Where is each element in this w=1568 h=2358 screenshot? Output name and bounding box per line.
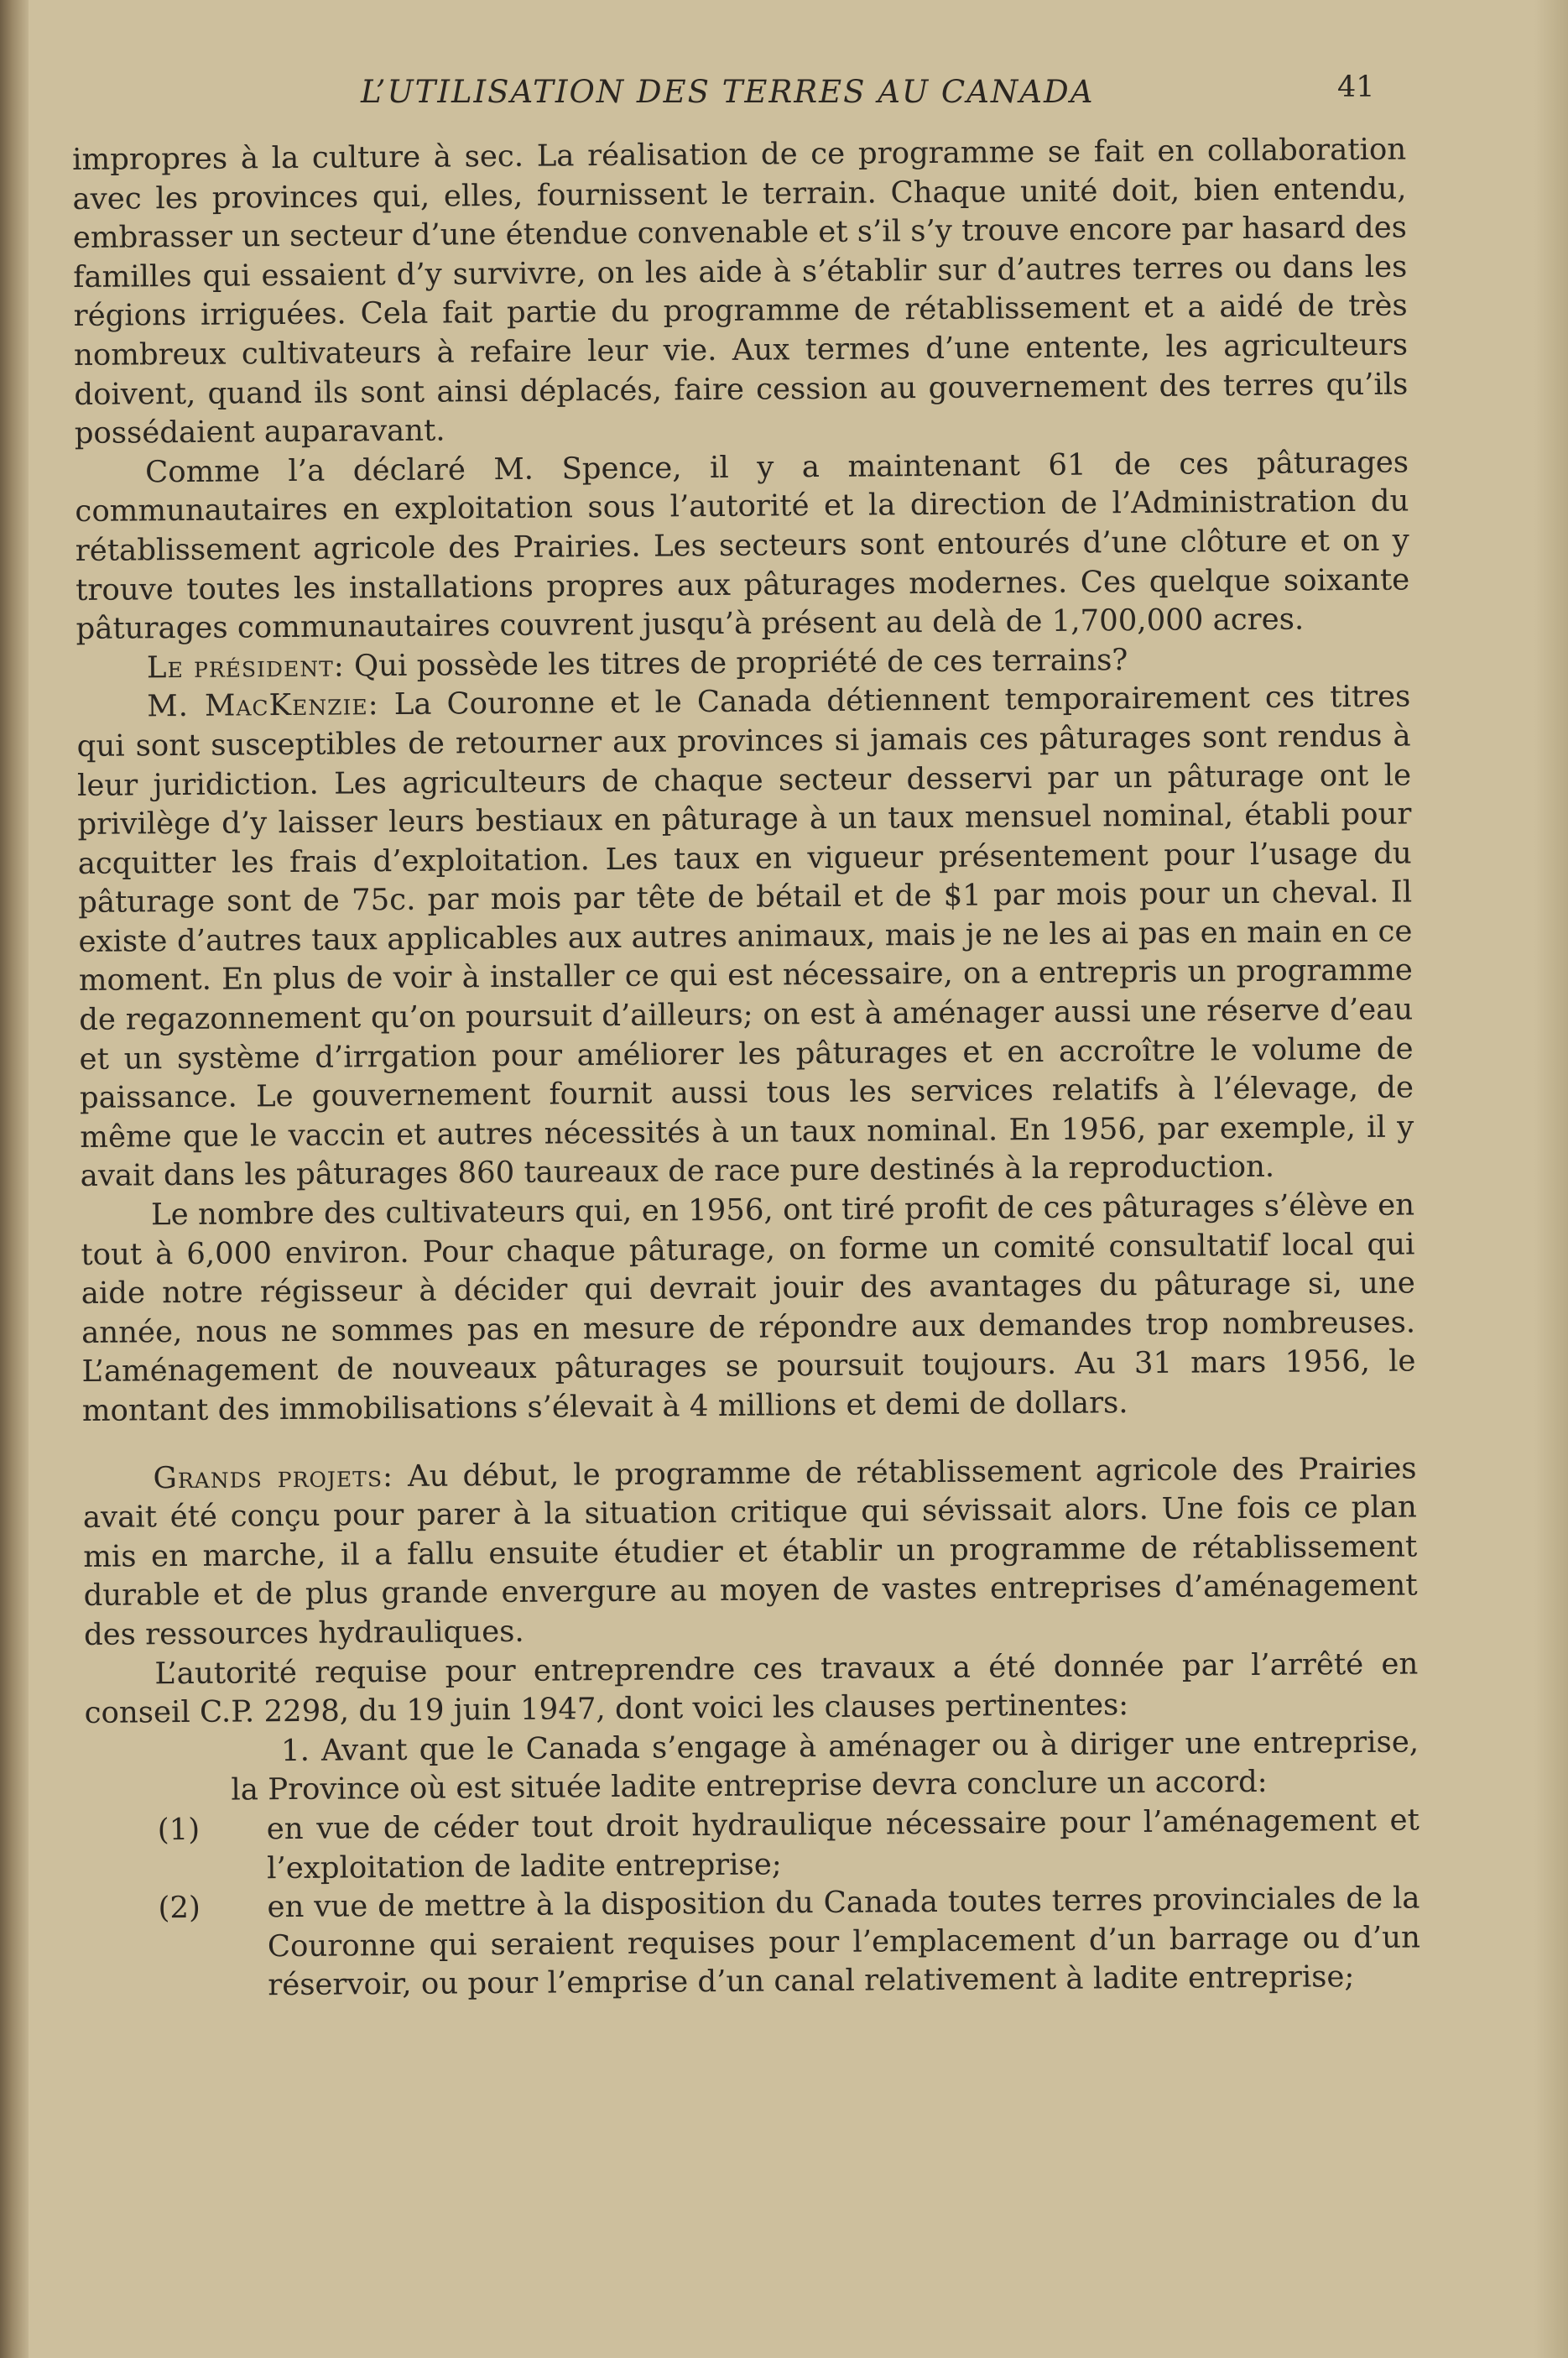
paragraph-2: Comme l’a déclaré M. Spence, il y a maintenant 61 de ces pâturages communautaires en exploitation sous l’autorité et la direction de l’Administration du rétablissement agricole des Prairies. Les secteurs sont entourés d’une clôture et on y trouve toutes les installations propres aux pâturages modernes. Ces quelque soixante pâturages communautaires couvrent jusqu’à présent au delà de 1,700,000 acres. [75, 445, 1410, 647]
paragraph-7: L’autorité requise pour entreprendre ces travaux a été donnée par l’arrêté en conseil C.P. 2298, du 19 juin 1947, dont voici les clauses pertinentes: [84, 1646, 1419, 1731]
subitem-number: (2) [158, 1890, 201, 1926]
section-text: Au début, le programme de rétablissement agricole des Prairies avait été conçu pour parer à la situation critique qui sévissait alors. Une fois ce plan mis en marche, il a fallu ensuite étudier et établir un programme de rétablissement durable et de plus grande envergure au moyen de vastes entreprises d’aménagement des ressources hydrauliques. [82, 1451, 1418, 1652]
clause-subitems [52, 1801, 1421, 2007]
paragraph-4 [76, 678, 1414, 1197]
speaker-question: Qui possède les titres de propriété de ces terrains? [344, 642, 1128, 684]
paragraph-6 [82, 1449, 1418, 1655]
page-body [72, 131, 1420, 2007]
page-edge-shadow [1534, 0, 1568, 2358]
section-heading: Grands projets: [153, 1458, 394, 1495]
speaker-label: M. MacKenzie: [147, 687, 379, 724]
paragraph-1: impropres à la culture à sec. La réalisation de ce programme se fait en collaboration avec les provinces qui, elles, fournissent le terrain. Chaque unité doit, bien entendu, embrasser un secteur d’une étendue convenable et s’il s’y trouve encore par hasard des familles qui essaient d’y survivre, on les aide à s’établir sur d’autres terres ou dans les régions irriguées. Cela fait partie du programme de rétablissement et a aidé de très nombreux cultivateurs à refaire leur vie. Aux termes d’une entente, les agriculteurs doivent, quand ils sont ainsi déplacés, faire cession au gouvernement des terres qu’ils possédaient auparavant. [72, 132, 1409, 451]
subitem-text: en vue de céder tout droit hydraulique nécessaire pour l’aménagement et l’exploitation de ladite entreprise; [266, 1802, 1420, 1886]
page-binding-edge [0, 0, 29, 2358]
page-header [0, 67, 1568, 117]
paragraph-5: Le nombre des cultivateurs qui, en 1956, ont tiré profit de ces pâturages s’élève en tout à 6,000 environ. Pour chaque pâturage, on forme un comité consultatif local qui aide notre régisseur à décider qui devrait jouir des avantages du pâturage si, une année, nous ne sommes pas en mesure de répondre aux demandes trop nombreuses. L’aménagement de nouveaux pâturages se poursuit toujours. Au 31 mars 1956, le montant des immobilisations s’élevait à 4 millions et demi de dollars. [81, 1187, 1416, 1428]
running-title: L’UTILISATION DES TERRES AU CANADA [361, 74, 1095, 110]
speaker-label: Le président: [146, 649, 345, 686]
order-clause-1: 1. Avant que le Canada s’engage à aménager ou à diriger une entreprise, la Province où est située ladite entreprise devra conclure un accord: [231, 1724, 1420, 1808]
clause-subitem [52, 1801, 1420, 1890]
subitem-number: (1) [157, 1812, 201, 1848]
subitem-text: en vue de mettre à la disposition du Canada toutes terres provinciales de la Couronne qui seraient requises pour l’emplacement d’un barrage ou d’un réservoir, ou pour l’emprise d’un canal relativement à ladite entreprise; [267, 1881, 1421, 2003]
page-number: 41 [1337, 70, 1375, 104]
speaker-answer: La Couronne et le Canada détiennent temporairement ces titres qui sont susceptibles de retourner aux provinces si jamais ces pâturages sont rendus à leur juridiction. Les agriculteurs de chaque secteur desservi par un pâturage ont le privilège d’y laisser leurs bestiaux en pâturage à un taux mensuel nominal, établi pour acquitter les frais d’exploitation. Les taux en vigueur présentement pour l’usage du pâturage sont de 75c. par mois par tête de bétail et de $1 par mois pour un cheval. Il existe d’autres taux applicables aux autres animaux, mais je ne les ai pas en main en ce moment. En plus de voir à installer ce qui est nécessaire, on a entrepris un programme de regazonnement qu’on poursuit d’ailleurs; on est à aménager aussi une réserve d’eau et un système d’irrgation pour améliorer les pâturages et en accroître le volume de paissance. Le gouvernement fournit aussi tous les services relatifs à l’élevage, de même que le vaccin et autres nécessités à un taux nominal. En 1956, par exemple, il y avait dans les pâturages 860 taureaux de race pure destinés à la reproduction. [76, 679, 1414, 1194]
clause-subitem [52, 1880, 1420, 2008]
